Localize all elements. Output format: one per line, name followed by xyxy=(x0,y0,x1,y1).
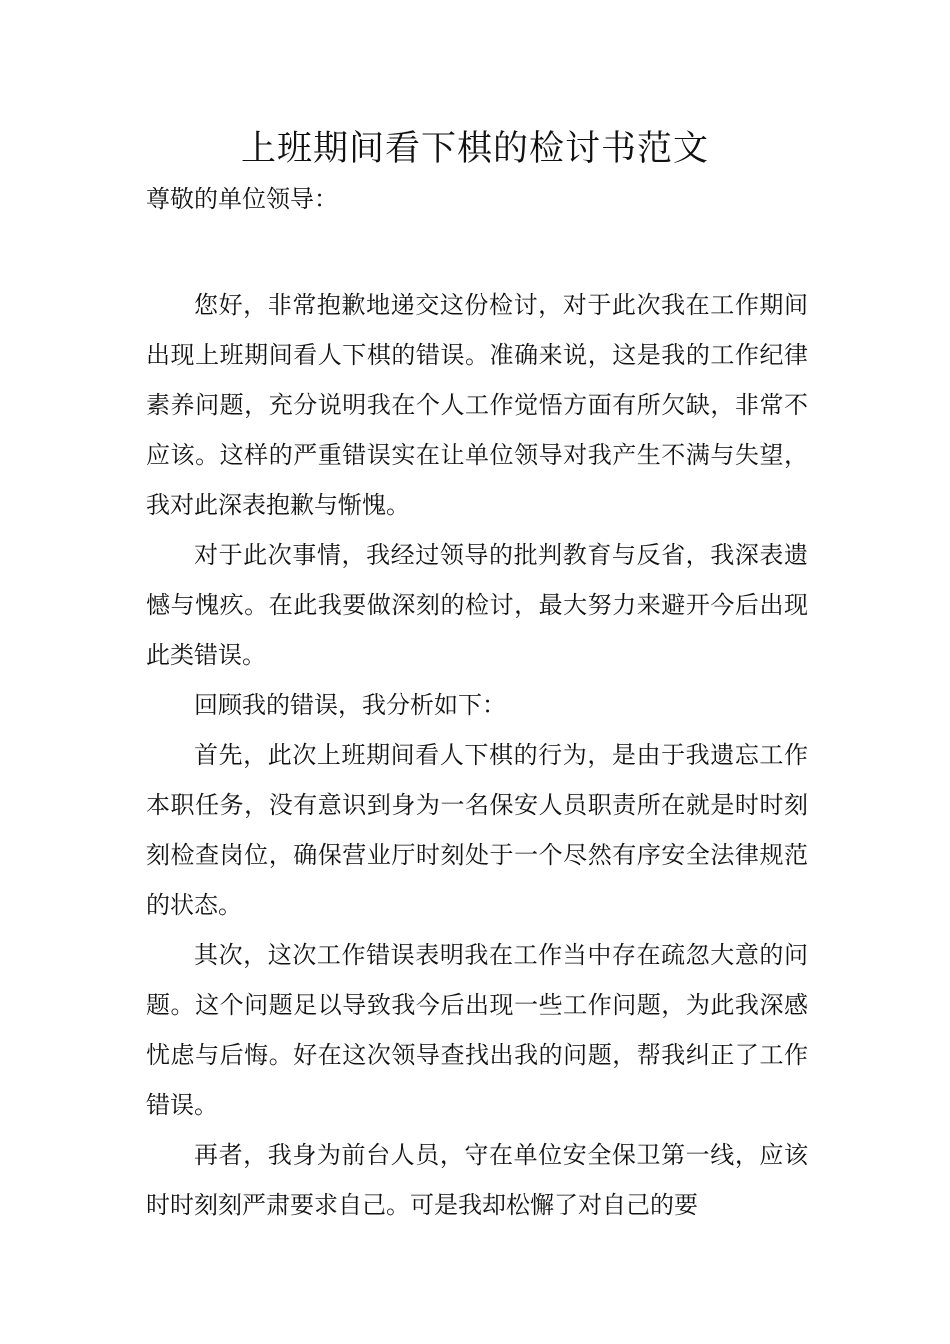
document-title: 上班期间看下棋的检讨书范文 xyxy=(240,129,709,169)
paragraph: 再者，我身为前台人员，守在单位安全保卫第一线，应该时时刻刻严肃要求自己。可是我却松懈了对自己的要 xyxy=(146,1141,808,1219)
paragraph: 首先，此次上班期间看人下棋的行为，是由于我遗忘工作本职任务，没有意识到身为一名保安人员职责所在就是时时刻刻检查岗位，确保营业厅时刻处于一个尽然有序安全法律规范的状态。 xyxy=(146,741,808,919)
paragraph: 您好，非常抱歉地递交这份检讨，对于此次我在工作期间出现上班期间看人下棋的错误。准确来说，这是我的工作纪律素养问题，充分说明我在个人工作觉悟方面有所欠缺，非常不应该。这样的严重错误实在让单位领导对我产生不满与失望，我对此深表抱歉与惭愧。 xyxy=(146,291,808,519)
paragraph: 对于此次事情，我经过领导的批判教育与反省，我深表遗憾与愧疚。在此我要做深刻的检讨，最大努力来避开今后出现此类错误。 xyxy=(146,541,808,669)
paragraph: 其次，这次工作错误表明我在工作当中存在疏忽大意的问题。这个问题足以导致我今后出现一些工作问题，为此我深感忧虑与后悔。好在这次领导查找出我的问题，帮我纠正了工作错误。 xyxy=(146,941,808,1119)
document-body xyxy=(146,280,808,1230)
paragraph: 回顾我的错误，我分析如下： xyxy=(194,691,506,719)
salutation: 尊敬的单位领导： xyxy=(146,185,338,213)
